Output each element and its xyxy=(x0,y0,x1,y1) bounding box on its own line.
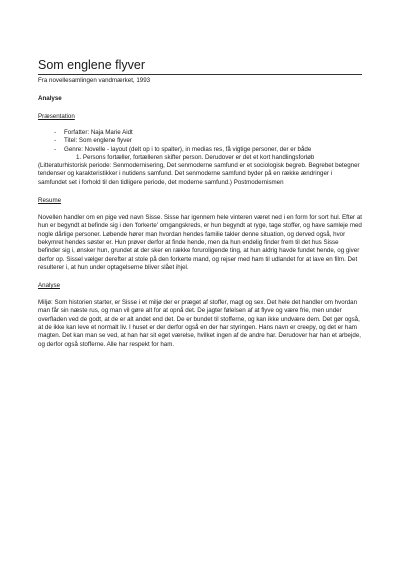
resume-heading: Resume xyxy=(38,197,62,205)
list-item: - Genre: Novelle - layout (delt op i to spalter), in medias res, få vigtige personer, der er både xyxy=(38,146,362,154)
list-item: - Forfatter: Naja Marie Aidt xyxy=(38,129,362,137)
analyse-main-heading: Analyse xyxy=(38,95,62,102)
analyse-paragraph: Miljø: Som historien starter, er Sisse i et miljø der er præget af stoffer, magt og sex. Det hele det handler om hvordan man får sin næste rus, og man vil gøre alt for at opnå det. De jagter følelsen af at flyve og være frie, men under overfladen ved de godt, at de er alt andet end det. De er bundet til stofferne, og kan ikke undvære dem. Det gør også, at de ikke kan leve et normalt liv. I huset er der derfor også en der har styringen. Hans navn er creepy, og det er ham magten. Det kan man se ved, at han har sit eget værelse, hvilket ingen af de andre har. Derudover har han et arbejde, og derfor også stofferne. Alle har respekt for ham. xyxy=(38,299,361,348)
numbered-line-text: 1. Persons fortæller, fortælleren skifter person. Derudover er det et kort handlingsforløb xyxy=(76,153,315,161)
presentation-paragraph: (Litteraturhistorisk periode: Senmodernisering, Det senmoderne samfund er et sociologisk begreb. Begrebet betegner tendenser og karakteristikker i nutidens samfund. Det senmoderne samfund byder på en række ændringer i samfundet set i forhold til den tidligere periode, det moderne samfund.) Postmodernismen xyxy=(38,162,360,186)
title-underline xyxy=(38,74,362,75)
presentation-list xyxy=(38,129,362,154)
presentation-numbered-line xyxy=(38,154,362,162)
list-item: - Titel: Som englene flyver xyxy=(38,137,362,145)
resume-paragraph: Novellen handler om en pige ved navn Sisse. Sisse har igennem hele vinteren været ned i en form for sort hul. Efter at hun er begyndt at befinde sig i den 'forkerte' omgangskreds, er hun begyndt at ryge, tage stoffer, og have samleje med nogle dårlige personer. Løbende hører man hvordan hendes familie takler denne situation, og derved også, hvor bekymret hendes søster er. Hun prøver derfor at finde hende, men da hun endelig finder frem til det hus Sisse befinder sig i, ønsker hun, grundet at der sker en række foruroligende ting, at hun aldrig havde fundet hende, og giver derfor op. Sissel vælger derefter at stole på den forkerte mand, og rejser med ham til udlandet for at lave en film. Det resulterer i, at hun under optagelserne bliver slået ihjel. xyxy=(38,214,362,271)
analyse-heading: Analyse xyxy=(38,282,61,290)
spacer xyxy=(38,205,362,214)
spacer xyxy=(38,290,362,299)
presentation-heading: Præsentation xyxy=(38,113,75,120)
document-title: Som englene flyver xyxy=(38,58,146,72)
document-subtitle: Fra novellesamlingen vandmærket, 1993 xyxy=(38,77,151,84)
